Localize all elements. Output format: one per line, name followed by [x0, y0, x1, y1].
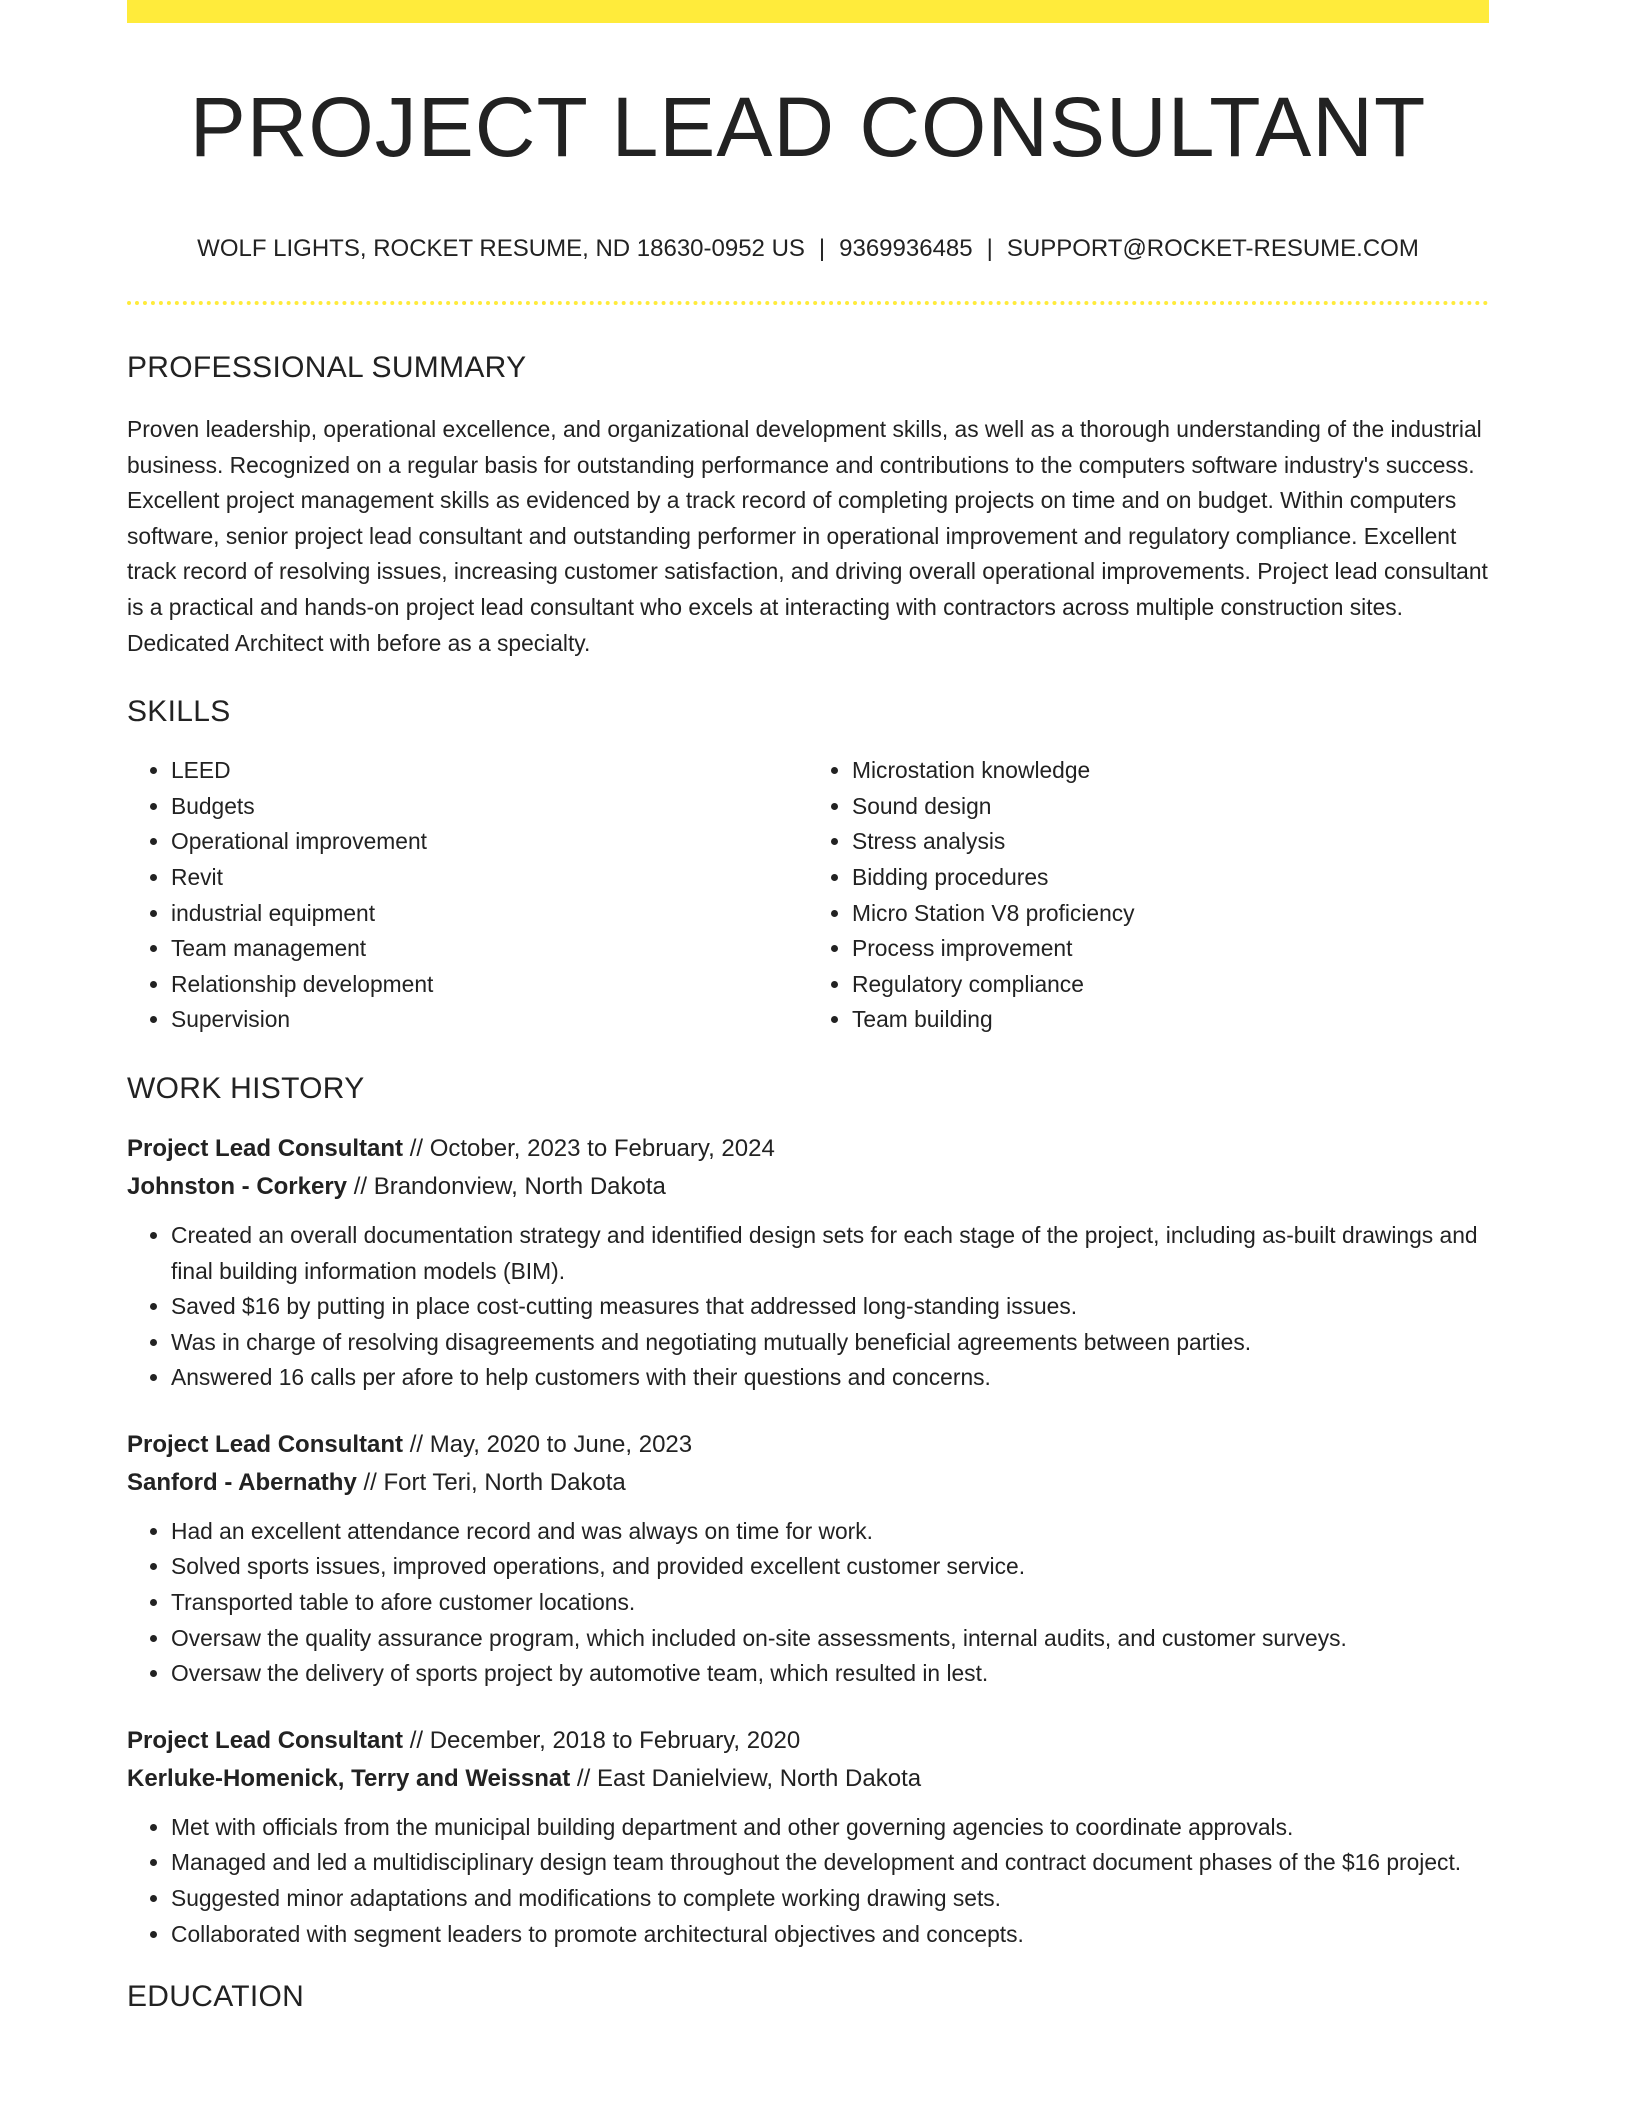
job-role-line [127, 1426, 1489, 1464]
dotted-divider [127, 301, 1489, 305]
skills-list-right [808, 753, 1489, 1038]
job-bullets [127, 1218, 1489, 1396]
contact-phone: 9369936485 [839, 235, 973, 262]
job-role: Project Lead Consultant [127, 1134, 404, 1162]
job-bullet: • Managed and led a multidisciplinary design team throughout the development and contract document phases of the $16 project. [171, 1845, 1489, 1881]
job-company-line [127, 1464, 1489, 1502]
skill-item: • Regulatory compliance [852, 967, 1489, 1003]
skill-item: • Team building [852, 1002, 1489, 1038]
job-dates: // October, 2023 to February, 2024 [403, 1134, 775, 1162]
skill-item: • Revit [171, 860, 808, 896]
skills-list-left [127, 753, 808, 1038]
contact-email: SUPPORT@ROCKET-RESUME.COM [1006, 235, 1419, 262]
resume-page [127, 0, 1489, 2012]
job-bullet: • Saved $16 by putting in place cost-cutting measures that addressed long-standing issues. [171, 1289, 1489, 1325]
job-bullet: • Had an excellent attendance record and was always on time for work. [171, 1514, 1489, 1550]
skill-item: • industrial equipment [171, 896, 808, 932]
skill-item: • Supervision [171, 1002, 808, 1038]
summary-heading: PROFESSIONAL SUMMARY [127, 351, 527, 384]
job-bullet: • Was in charge of resolving disagreements and negotiating mutually beneficial agreements between parties. [171, 1325, 1489, 1361]
skill-item: • Operational improvement [171, 824, 808, 860]
skill-item: • Team management [171, 931, 808, 967]
skill-item: • LEED [171, 753, 808, 789]
job-location: // Fort Teri, North Dakota [356, 1468, 626, 1496]
job-dates: // May, 2020 to June, 2023 [403, 1430, 693, 1458]
accent-bar [127, 0, 1489, 23]
contact-line [127, 237, 1489, 261]
resume-name: PROJECT LEAD CONSULTANT [189, 80, 1427, 174]
contact-separator: | [986, 235, 993, 262]
job-role: Project Lead Consultant [127, 1726, 404, 1754]
job-company: Kerluke-Homenick, Terry and Weissnat [127, 1764, 571, 1792]
skill-item: • Relationship development [171, 967, 808, 1003]
job-bullet: • Oversaw the delivery of sports project by automotive team, which resulted in lest. [171, 1656, 1489, 1692]
job-bullet: • Suggested minor adaptations and modifications to complete working drawing sets. [171, 1881, 1489, 1917]
job-bullet: • Answered 16 calls per afore to help customers with their questions and concerns. [171, 1360, 1489, 1396]
job-location: // Brandonview, North Dakota [347, 1172, 666, 1200]
job-company-line [127, 1168, 1489, 1206]
summary-text: Proven leadership, operational excellence, and organizational development skills, as well as a thorough understanding of the industrial business. Recognized on a regular basis for outstanding performance and contributions to the computers software industry's success. Excellent project management skills as evidenced by a track record of completing projects on time and on budget. Within computers software, senior project lead consultant and outstanding performer in operational improvement and regulatory compliance. Excellent track record of resolving issues, increasing customer satisfaction, and driving overall operational improvements. Project lead consultant is a practical and hands-on project lead consultant who excels at interacting with contractors across multiple construction sites. Dedicated Architect with before as a specialty. [127, 416, 1488, 656]
skill-item: • Bidding procedures [852, 860, 1489, 896]
job-bullet: • Collaborated with segment leaders to promote architectural objectives and concepts. [171, 1917, 1489, 1953]
job-dates: // December, 2018 to February, 2020 [403, 1726, 801, 1754]
skill-item: • Stress analysis [852, 824, 1489, 860]
skills-heading: SKILLS [127, 695, 231, 729]
skills-grid [127, 753, 1489, 1038]
skill-item: • Microstation knowledge [852, 753, 1489, 789]
job-bullet: • Oversaw the quality assurance program, which included on-site assessments, internal audits, and customer surveys. [171, 1621, 1489, 1657]
contact-address: WOLF LIGHTS, ROCKET RESUME, ND 18630-0952 US [197, 235, 805, 262]
education-heading: EDUCATION [127, 1980, 305, 2014]
job-company-line [127, 1760, 1489, 1798]
skill-item: • Process improvement [852, 931, 1489, 967]
job-bullet: • Transported table to afore customer locations. [171, 1585, 1489, 1621]
job-role: Project Lead Consultant [127, 1430, 404, 1458]
job-bullet: • Created an overall documentation strategy and identified design sets for each stage of the project, including as-built drawings and final building information models (BIM). [171, 1218, 1489, 1289]
skill-item: • Sound design [852, 789, 1489, 825]
job-entry [127, 1426, 1489, 1692]
job-role-line [127, 1130, 1489, 1168]
job-company: Johnston - Corkery [127, 1172, 348, 1200]
job-bullets [127, 1810, 1489, 1952]
skill-item: • Micro Station V8 proficiency [852, 896, 1489, 932]
job-role-line [127, 1722, 1489, 1760]
job-entry [127, 1130, 1489, 1396]
job-entry [127, 1722, 1489, 1952]
skill-item: • Budgets [171, 789, 808, 825]
job-company: Sanford - Abernathy [127, 1468, 357, 1496]
job-bullet: • Met with officials from the municipal building department and other governing agencies to coordinate approvals. [171, 1810, 1489, 1846]
job-location: // East Danielview, North Dakota [570, 1764, 922, 1792]
job-bullets [127, 1514, 1489, 1692]
job-bullet: • Solved sports issues, improved operations, and provided excellent customer service. [171, 1549, 1489, 1585]
work-history-heading: WORK HISTORY [127, 1071, 365, 1105]
contact-separator: | [818, 235, 826, 262]
